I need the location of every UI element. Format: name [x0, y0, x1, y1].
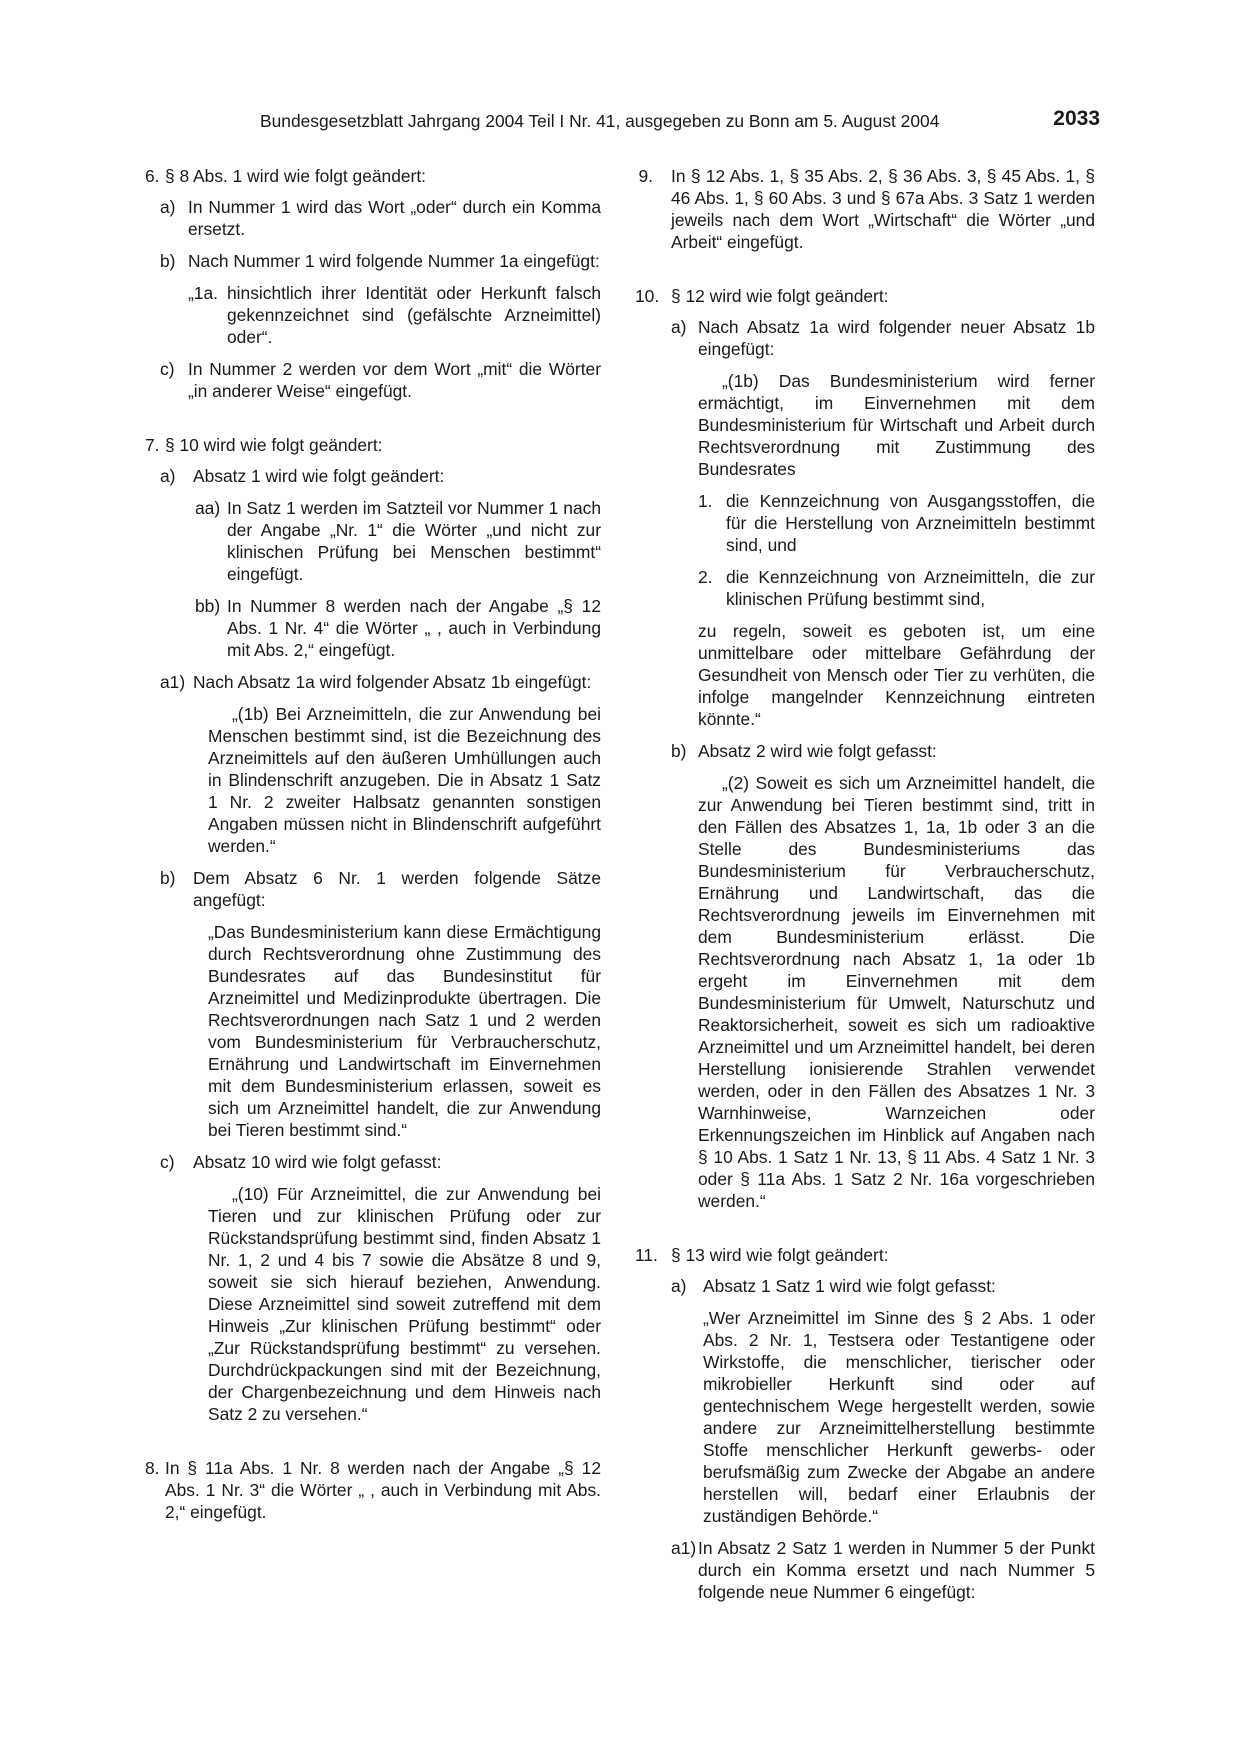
quoted-number-2 [635, 566, 1095, 610]
quote-text: hinsichtlich ihrer Identität oder Herkunft falsch gekennzeichnet sind (gefälschte Arzneimittel) oder“. [227, 283, 601, 347]
quoted-number-1a [145, 282, 601, 348]
sub-item-text: In Absatz 2 Satz 1 werden in Nummer 5 der Punkt durch ein Komma ersetzt und nach Nummer 5 folgende neue Nummer 6 eingefügt: [698, 1538, 1095, 1602]
item-10 [635, 285, 1095, 307]
quoted-paragraph-1b: „(1b) Das Bundesministerium wird ferner ermächtigt, im Einvernehmen mit dem Bundesministerium für Wirtschaft und Arbeit durch Rechtsverordnung mit Zustimmung des Bundesrates [698, 371, 1095, 479]
sub-item-label: a) [671, 1276, 687, 1296]
sub-item-label: a1) [160, 672, 186, 692]
item-text: § 12 wird wie folgt geändert: [671, 286, 889, 306]
sub-item-text: In Satz 1 werden im Satzteil vor Nummer 1 nach der Angabe „Nr. 1“ die Wörter „und nicht zur klinischen Prüfung bei Menschen bestimmt“ eingefügt. [227, 498, 601, 584]
sub-item-label: b) [671, 741, 687, 761]
quoted-paragraph-1b: „(1b) Bei Arzneimitteln, die zur Anwendung bei Menschen bestimmt sind, ist die Bezeichnung des Arzneimittels auf den äußeren Umhüllungen auch in Blindenschrift anzugeben. Die in Absatz 1 Satz 1 Nr. 2 zweiter Halbsatz genannten sonstigen Angaben müssen nicht in Blindenschrift aufgeführt werden.“ [208, 704, 601, 856]
sub-item-text: Dem Absatz 6 Nr. 1 werden folgende Sätze angefügt: [193, 868, 601, 910]
sub-item-c [145, 358, 601, 402]
sub-item-text: Nach Absatz 1a wird folgender Absatz 1b eingefügt: [193, 672, 592, 692]
quoted-number-1 [635, 490, 1095, 556]
quote-label: 1. [698, 491, 713, 511]
sub-item-a [635, 1275, 1095, 1297]
quoted-tail: zu regeln, soweit es geboten ist, um eine unmittelbare oder mittelbare Gefährdung der Gesundheit von Mensch oder Tier zu verhüten, die infolge mangelnder Kennzeichnung eintreten könnte.“ [698, 621, 1095, 729]
sub-item-text: Absatz 1 wird wie folgt geändert: [193, 466, 445, 486]
page-number: 2033 [1053, 107, 1100, 130]
quote-text: die Kennzeichnung von Arzneimitteln, die zur klinischen Prüfung bestimmt sind, [726, 567, 1095, 609]
right-column [635, 165, 1095, 1603]
sub-item-text: In Nummer 1 wird das Wort „oder“ durch ein Komma ersetzt. [188, 197, 601, 239]
item-number: 7. [145, 435, 160, 455]
sub-item-text: Absatz 10 wird wie folgt gefasst: [193, 1152, 442, 1172]
sub-item-label: a) [671, 317, 687, 337]
quoted-paragraph-10: „(10) Für Arzneimittel, die zur Anwendung bei Tieren und zur klinischen Prüfung oder zur Rückstandsprüfung bestimmt sind, finden Absatz 1 Nr. 1, 2 und 4 bis 7 sowie die Absätze 8 und 9, soweit sie sich hierauf beziehen, Anwendung. Diese Arzneimittel sind soweit zutreffend mit dem Hinweis „Zur klinischen Prüfung bestimmt“ oder „Zur Rückstandsprüfung bestimmt“ zu versehen. Durchdrückpackungen sind mit der Bezeichnung, der Chargenbezeichnung und dem Hinweis nach Satz 2 zu versehen.“ [208, 1184, 601, 1424]
quote-label: „1a. [188, 283, 218, 303]
sub-item-label: bb) [195, 596, 221, 616]
item-text: § 10 wird wie folgt geändert: [165, 435, 383, 455]
sub-item-label: a) [160, 197, 176, 217]
item-6 [145, 165, 601, 187]
sub-item-b [145, 250, 601, 272]
sub-item-a1 [145, 671, 601, 693]
item-text: § 13 wird wie folgt geändert: [671, 1245, 889, 1265]
sub-item-a1 [635, 1537, 1095, 1603]
sub-sub-item-bb [145, 595, 601, 661]
sub-item-text: Absatz 2 wird wie folgt gefasst: [698, 741, 937, 761]
sub-item-text: In Nummer 8 werden nach der Angabe „§ 12 Abs. 1 Nr. 4“ die Wörter „ , auch in Verbindung mit Abs. 2,“ eingefügt. [227, 596, 601, 660]
item-11 [635, 1244, 1095, 1266]
sub-item-text: Absatz 1 Satz 1 wird wie folgt gefasst: [703, 1276, 996, 1296]
sub-item-label: c) [160, 1152, 175, 1172]
item-number: 11. [635, 1245, 658, 1265]
left-column [145, 165, 601, 1523]
gazette-title: Bundesgesetzblatt Jahrgang 2004 Teil I Nr. 41, ausgegeben zu Bonn am 5. August 2004 [260, 111, 940, 131]
sub-item-a [145, 465, 601, 487]
sub-item-b [635, 740, 1095, 762]
item-number: 6. [145, 166, 160, 186]
sub-item-b [145, 867, 601, 911]
quote-label: 2. [698, 567, 713, 587]
item-text: In § 11a Abs. 1 Nr. 8 werden nach der Angabe „§ 12 Abs. 1 Nr. 3“ die Wörter „ , auch in Verbindung mit Abs. 2,“ eingefügt. [165, 1458, 601, 1522]
item-text: In § 12 Abs. 1, § 35 Abs. 2, § 36 Abs. 3, § 45 Abs. 1, § 46 Abs. 1, § 60 Abs. 3 und § 67a Abs. 3 Satz 1 werden jeweils nach dem Wort „Wirtschaft“ die Wörter „und Arbeit“ eingefügt. [671, 166, 1095, 252]
quote-text: die Kennzeichnung von Ausgangsstoffen, die für die Herstellung von Arzneimitteln bestimmt sind, und [726, 491, 1095, 555]
sub-sub-item-aa [145, 497, 601, 585]
sub-item-text: Nach Absatz 1a wird folgender neuer Absatz 1b eingefügt: [698, 317, 1095, 359]
item-8 [145, 1457, 601, 1523]
quoted-paragraph-2: „(2) Soweit es sich um Arzneimittel handelt, die zur Anwendung bei Tieren bestimmt sind, tritt in den Fällen des Absatzes 1, 1a, 1b oder 3 an die Stelle des Bundesministeriums das Bundesministerium für Verbraucherschutz, Ernährung und Landwirtschaft, das die Rechtsverordnung jeweils im Einvernehmen mit dem Bundesministerium erlässt. Die Rechtsverordnung nach Absatz 1, 1a oder 1b ergeht im Einvernehmen mit dem Bundesministerium für Umwelt, Naturschutz und Reaktorsicherheit, soweit es sich um radioaktive Arzneimittel und um Arzneimittel handelt, bei deren Herstellung ionisierende Strahlen verwendet werden, oder in den Fällen des Absatzes 1 Nr. 3 Warnhinweise, Warnzeichen oder Erkennungszeichen im Hinblick auf Angaben nach § 10 Abs. 1 Satz 1 Nr. 13, § 11 Abs. 4 Satz 1 Nr. 3 oder § 11a Abs. 1 Satz 2 Nr. 16a vorgeschrieben werden.“ [698, 773, 1095, 1211]
quoted-sentence: „Wer Arzneimittel im Sinne des § 2 Abs. 1 oder Abs. 2 Nr. 1, Testsera oder Testantigene oder Wirkstoffe, die menschlicher, tierischer oder mikrobieller Herkunft sind oder auf gentechnischem Wege hergestellt werden, sowie andere zur Arzneimittelherstellung bestimmte Stoffe menschlicher Herkunft gewerbs- oder berufsmäßig zum Zwecke der Abgabe an andere herstellen will, bedarf einer Erlaubnis der zuständigen Behörde.“ [703, 1308, 1095, 1526]
sub-item-label: a) [160, 466, 176, 486]
sub-item-a [635, 316, 1095, 360]
item-number: 8. [145, 1458, 160, 1478]
sub-item-a [145, 196, 601, 240]
sub-item-label: c) [160, 359, 175, 379]
item-number: 10. [635, 286, 660, 306]
sub-item-text: In Nummer 2 werden vor dem Wort „mit“ die Wörter „in anderer Weise“ eingefügt. [188, 359, 601, 401]
sub-item-label: a1) [671, 1538, 697, 1558]
page-header [260, 107, 1100, 136]
sub-item-label: b) [160, 868, 176, 888]
sub-item-label: b) [160, 251, 176, 271]
sub-item-label: aa) [195, 498, 221, 518]
item-text: § 8 Abs. 1 wird wie folgt geändert: [165, 166, 427, 186]
item-7 [145, 434, 601, 456]
sub-item-text: Nach Nummer 1 wird folgende Nummer 1a eingefügt: [188, 251, 600, 271]
item-number: 9. [638, 166, 653, 186]
quoted-sentences: „Das Bundesministerium kann diese Ermächtigung durch Rechtsverordnung ohne Zustimmung des Bundesrates auf das Bundesinstitut für Arzneimittel und Medizinprodukte übertragen. Die Rechtsverordnungen nach Satz 1 und 2 werden vom Bundesministerium für Verbraucherschutz, Ernährung und Landwirtschaft im Einvernehmen mit dem Bundesministerium erlassen, soweit es sich um Arzneimittel handelt, die zur Anwendung bei Tieren bestimmt sind.“ [208, 922, 601, 1140]
item-9 [635, 165, 1095, 253]
sub-item-c [145, 1151, 601, 1173]
